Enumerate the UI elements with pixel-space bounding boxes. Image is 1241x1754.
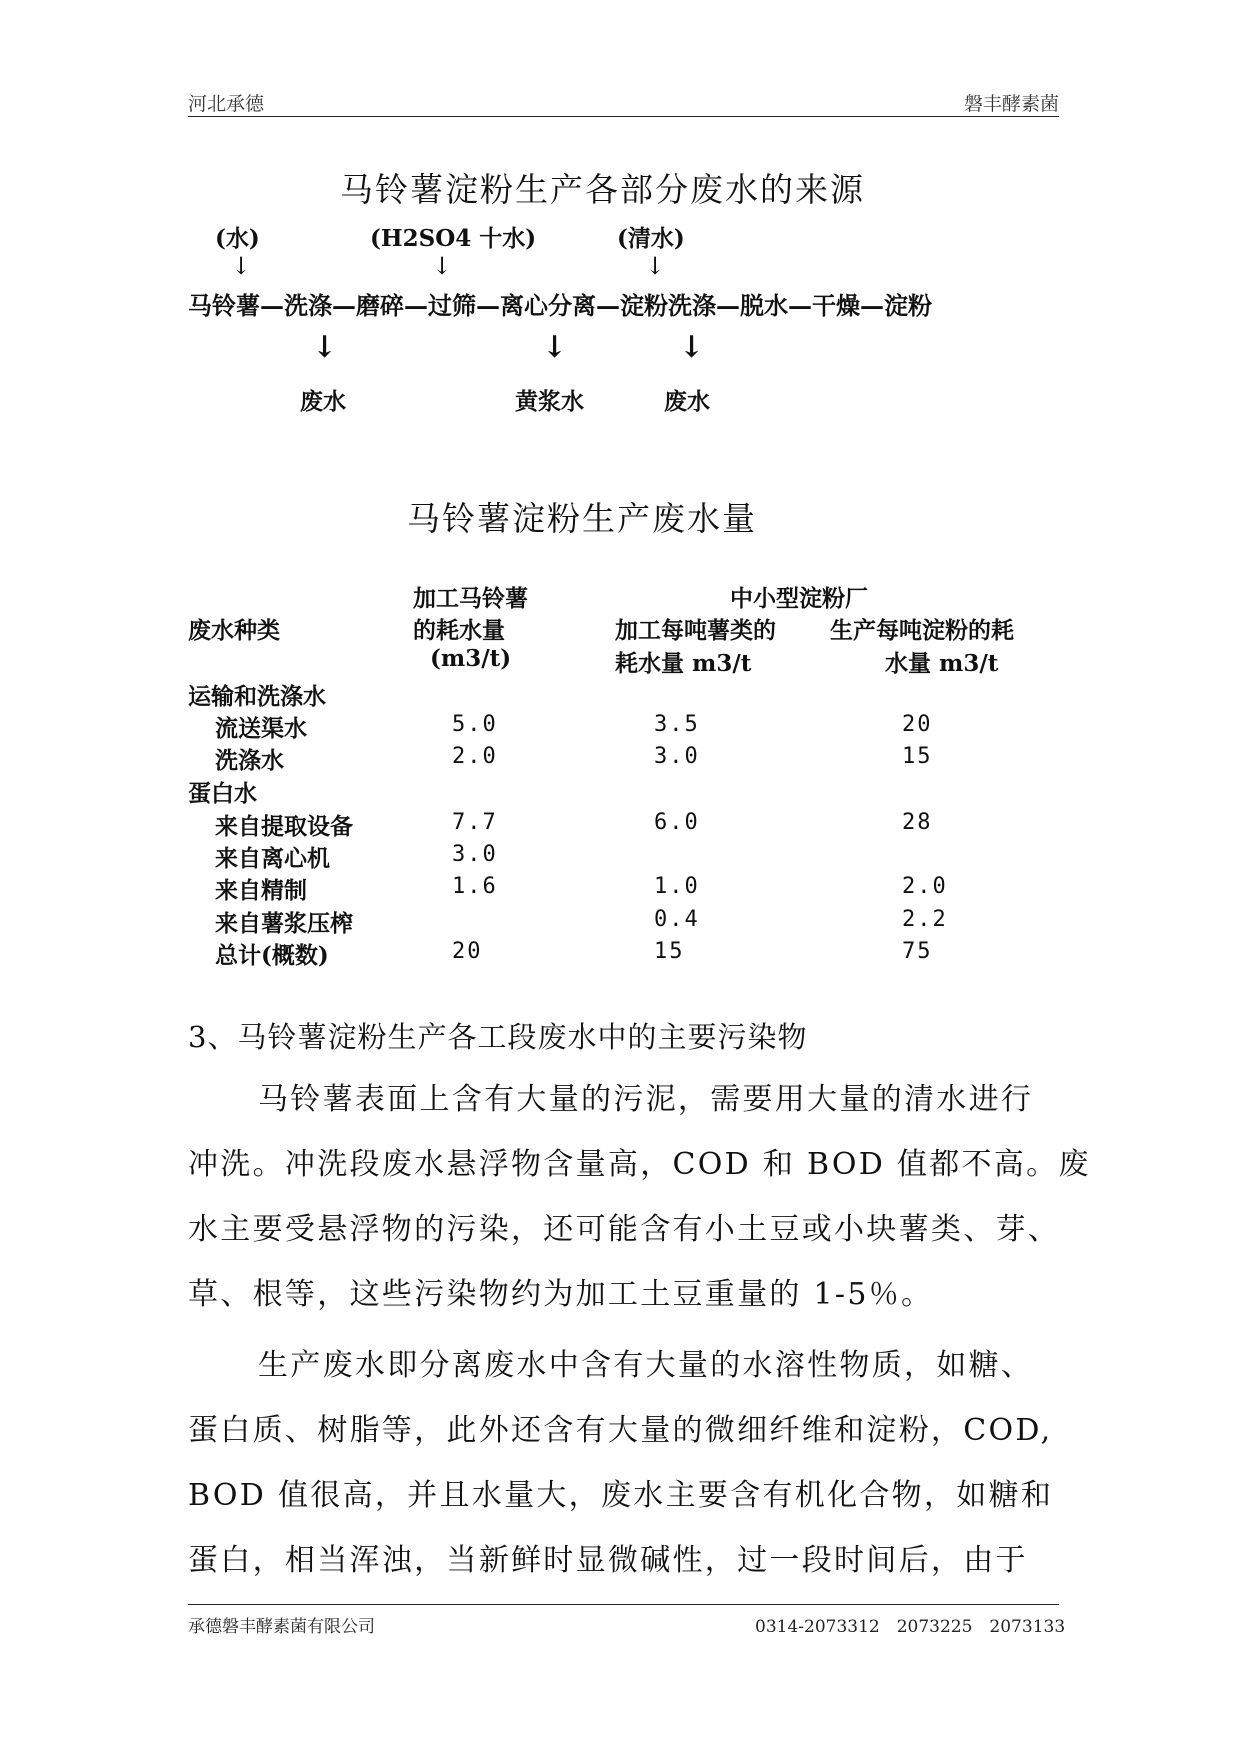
table-cell: 20: [902, 712, 933, 737]
paragraph-line: 冲洗。冲洗段废水悬浮物含量高，COD 和 BOD 值都不高。废: [188, 1147, 1091, 1182]
col2-header-line2: 耗水量 m3/t: [615, 650, 752, 677]
table-row-label: 来自薯浆压榨: [215, 910, 353, 937]
flow-output-wastewater: 废水: [300, 388, 346, 415]
table-row-label: 蛋白水: [188, 780, 257, 807]
col1-header-line3: (m3/t): [430, 645, 512, 672]
col1-header-line1: 加工马铃薯: [413, 585, 528, 612]
type-header: 废水种类: [188, 617, 280, 644]
table-row-label: 总计(概数): [215, 942, 329, 969]
table-cell: 15: [902, 744, 933, 769]
table-row-label: 洗涤水: [215, 747, 284, 774]
table-title: 马铃薯淀粉生产废水量: [407, 499, 757, 538]
table-cell: 6.0: [654, 810, 700, 835]
process-line: 马铃薯—洗涤—磨碎—过筛—离心分离—淀粉洗涤—脱水—干燥—淀粉: [188, 291, 932, 320]
paragraph-line: 生产废水即分离废水中含有大量的水溶性物质，如糖、: [258, 1348, 1034, 1383]
paragraph-line: BOD 值很高，并且水量大，废水主要含有机化合物，如糖和: [188, 1478, 1054, 1513]
flow-input-water: (水): [215, 225, 260, 252]
table-cell: 3.0: [654, 744, 700, 769]
section-heading: 3、马铃薯淀粉生产各工段废水中的主要污染物: [188, 1020, 808, 1054]
table-cell: 7.7: [452, 810, 498, 835]
table-cell: 75: [902, 939, 933, 964]
table-cell: 1.0: [654, 874, 700, 899]
paragraph-line: 草、根等，这些污染物约为加工土豆重量的 1-5％。: [188, 1277, 934, 1312]
table-row-label: 流送渠水: [215, 715, 307, 742]
paragraph-line: 蛋白质、树脂等，此外还含有大量的微细纤维和淀粉，COD,: [188, 1413, 1053, 1448]
paragraph-line: 蛋白，相当浑浊，当新鲜时显微碱性，过一段时间后，由于: [188, 1543, 1028, 1578]
col1-header-line2: 的耗水量: [413, 617, 505, 644]
table-row-label: 来自提取设备: [215, 813, 353, 840]
col3-header-line1: 生产每吨淀粉的耗: [830, 617, 1014, 644]
table-cell: 1.6: [452, 874, 498, 899]
table-cell: 20: [452, 939, 483, 964]
footer-company: 承德磐丰酵素菌有限公司: [188, 1617, 375, 1637]
arrow-down-icon: ↓: [231, 252, 252, 280]
flow-title: 马铃薯淀粉生产各部分废水的来源: [340, 170, 865, 209]
col3-header-line2: 水量 m3/t: [885, 650, 999, 677]
table-cell: 2.0: [452, 744, 498, 769]
table-row-label: 来自精制: [215, 877, 307, 904]
paragraph-line: 马铃薯表面上含有大量的污泥，需要用大量的清水进行: [258, 1082, 1034, 1117]
arrow-down-bold-icon: ↓: [312, 330, 338, 365]
group-header: 中小型淀粉厂: [730, 585, 868, 612]
table-cell: 5.0: [452, 712, 498, 737]
table-cell: 28: [902, 810, 933, 835]
table-cell: 0.4: [654, 907, 700, 932]
table-cell: 15: [654, 939, 685, 964]
header-rule: [188, 116, 1059, 117]
header-right: 磐丰酵素菌: [963, 93, 1059, 115]
table-cell: 3.0: [452, 842, 498, 867]
arrow-down-icon: ↓: [432, 252, 453, 280]
table-cell: 2.0: [902, 874, 948, 899]
col2-header-line1: 加工每吨薯类的: [615, 617, 776, 644]
flow-output-wastewater-2: 废水: [664, 388, 710, 415]
table-cell: 2.2: [902, 907, 948, 932]
arrow-down-bold-icon: ↓: [679, 330, 705, 365]
header-left: 河北承德: [188, 93, 265, 115]
footer-phones: 0314-2073312 2073225 2073133: [755, 1617, 1066, 1637]
table-row-label: 运输和洗涤水: [188, 683, 326, 710]
table-row-label: 来自离心机: [215, 845, 330, 872]
flow-input-clean-water: (清水): [617, 225, 685, 252]
arrow-down-icon: ↓: [645, 252, 666, 280]
flow-output-yellow-slurry: 黄浆水: [515, 388, 584, 415]
flow-input-acid: (H2SO4 十水): [370, 225, 537, 252]
arrow-down-bold-icon: ↓: [542, 330, 568, 365]
table-cell: 3.5: [654, 712, 700, 737]
footer-rule: [188, 1604, 1059, 1605]
paragraph-line: 水主要受悬浮物的污染，还可能含有小土豆或小块薯类、芽、: [188, 1212, 1061, 1247]
